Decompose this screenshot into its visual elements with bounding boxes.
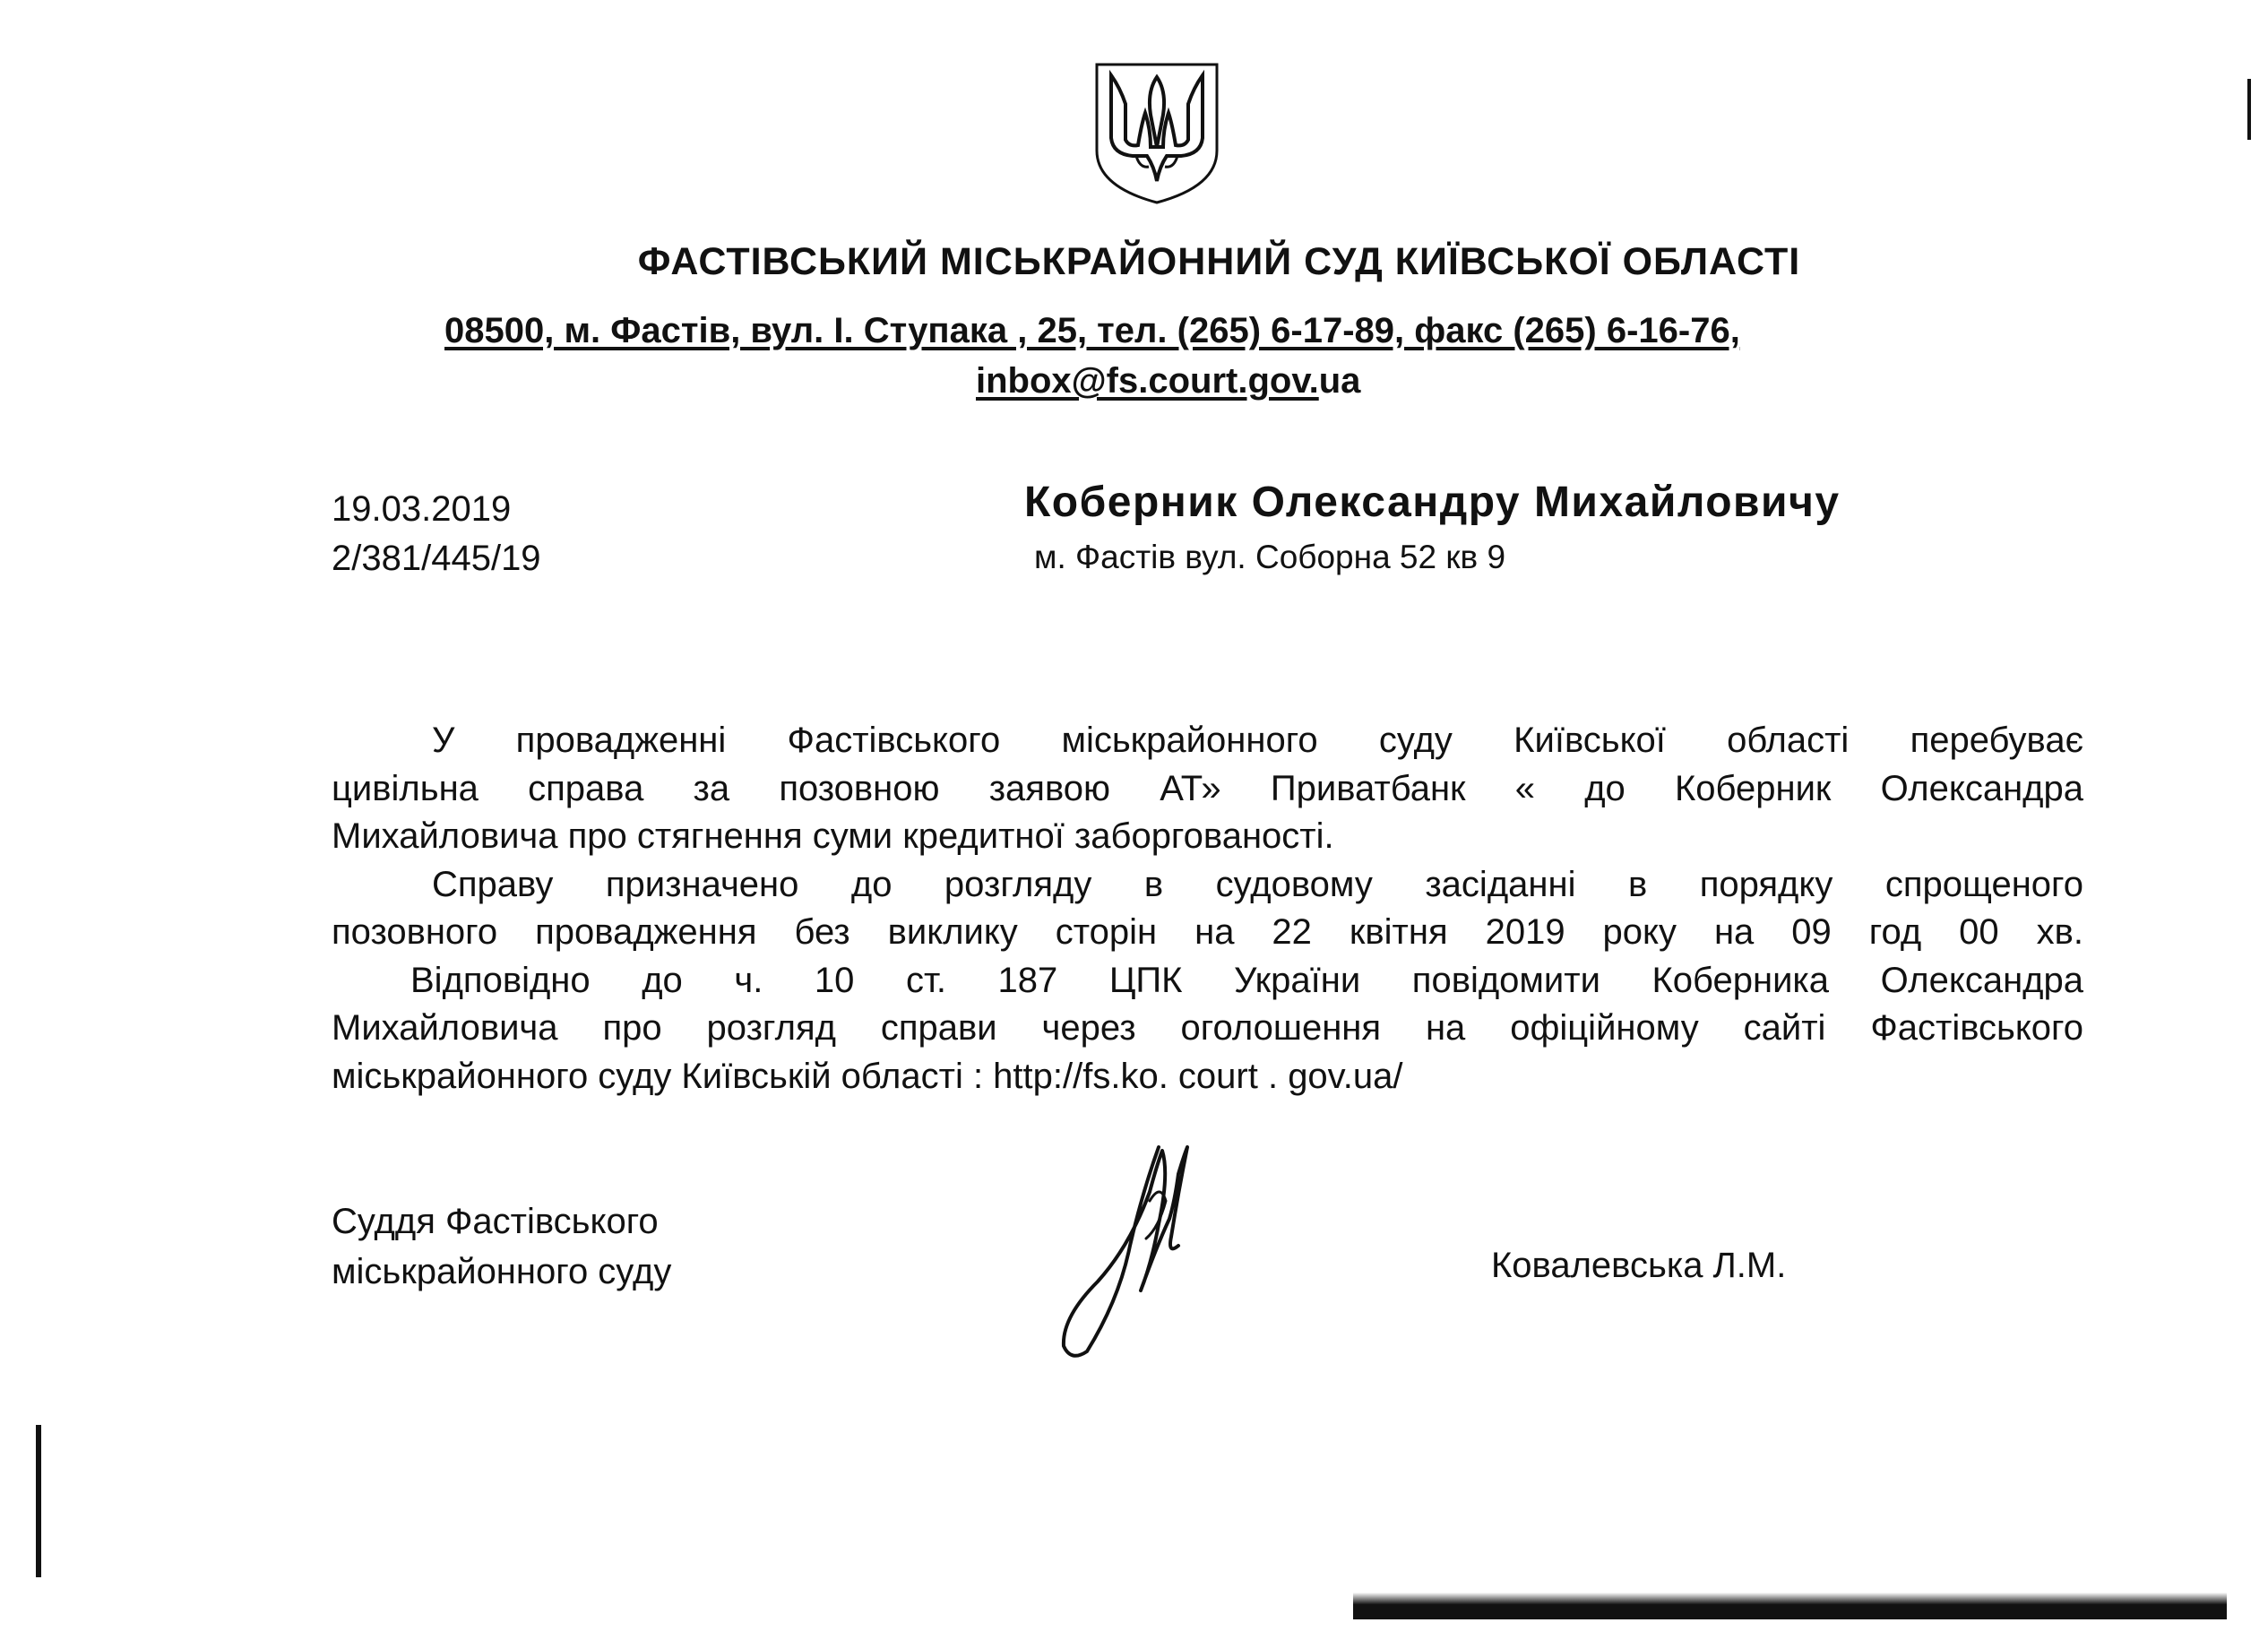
recipient-address: м. Фастів вул. Соборна 52 кв 9 [1034,539,1506,575]
body-line: Михайловича про стягнення суми кредитної заборгованості. [332,816,1334,856]
court-title: ФАСТІВСЬКИЙ МІСЬКРАЙОННИЙ СУД КИЇВСЬКОЇ ОБЛАСТІ [637,240,1801,283]
handwritten-signature [1044,1138,1223,1362]
letter-body [332,717,2083,1101]
body-line: цивільна справа за позовною заявою АТ» Приватбанк « до Коберник Олександра [332,768,2083,808]
body-line: міськрайонного суду Київській області : http://fs.ko. court . gov.ua/ [332,1056,1403,1096]
body-line: Михайловича про розгляд справи через оголошення на офіційному сайті Фастівського [332,1008,2083,1048]
court-email-link[interactable]: inbox@fs.court.gov. [976,361,1319,401]
court-email [976,361,1360,401]
body-line: У провадженні Фастівського міськрайонного суду Київської області перебуває [432,721,2083,760]
court-email-suffix: ua [1318,361,1361,401]
signer-role-line: міськрайонного суду [332,1252,672,1291]
scan-mark [2247,79,2251,140]
document-date: 19.03.2019 [332,489,512,529]
coat-of-arms-trident-icon [1091,61,1222,206]
document-number: 2/381/445/19 [332,539,541,578]
signer-name: Ковалевська Л.М. [1491,1246,1787,1285]
scan-bar [1353,1593,2227,1619]
court-address: 08500, м. Фастів, вул. І. Ступака , 25, тел. (265) 6-17-89, факс (265) 6-16-76, [444,311,1740,350]
recipient-name: Коберник Олександру Михайловичу [1024,479,1841,526]
body-line: Відповідно до ч. 10 ст. 187 ЦПК України повідомити Коберника Олександра [410,960,2083,1000]
signer-role-line: Суддя Фастівського [332,1202,659,1241]
body-line: Справу призначено до розгляду в судовому засіданні в порядку спрощеного [432,864,2083,904]
body-line: позовного провадження без виклику сторін на 22 квітня 2019 року на 09 год 00 хв. [332,912,2083,952]
scan-mark [36,1425,41,1577]
signer-role [332,1196,671,1297]
